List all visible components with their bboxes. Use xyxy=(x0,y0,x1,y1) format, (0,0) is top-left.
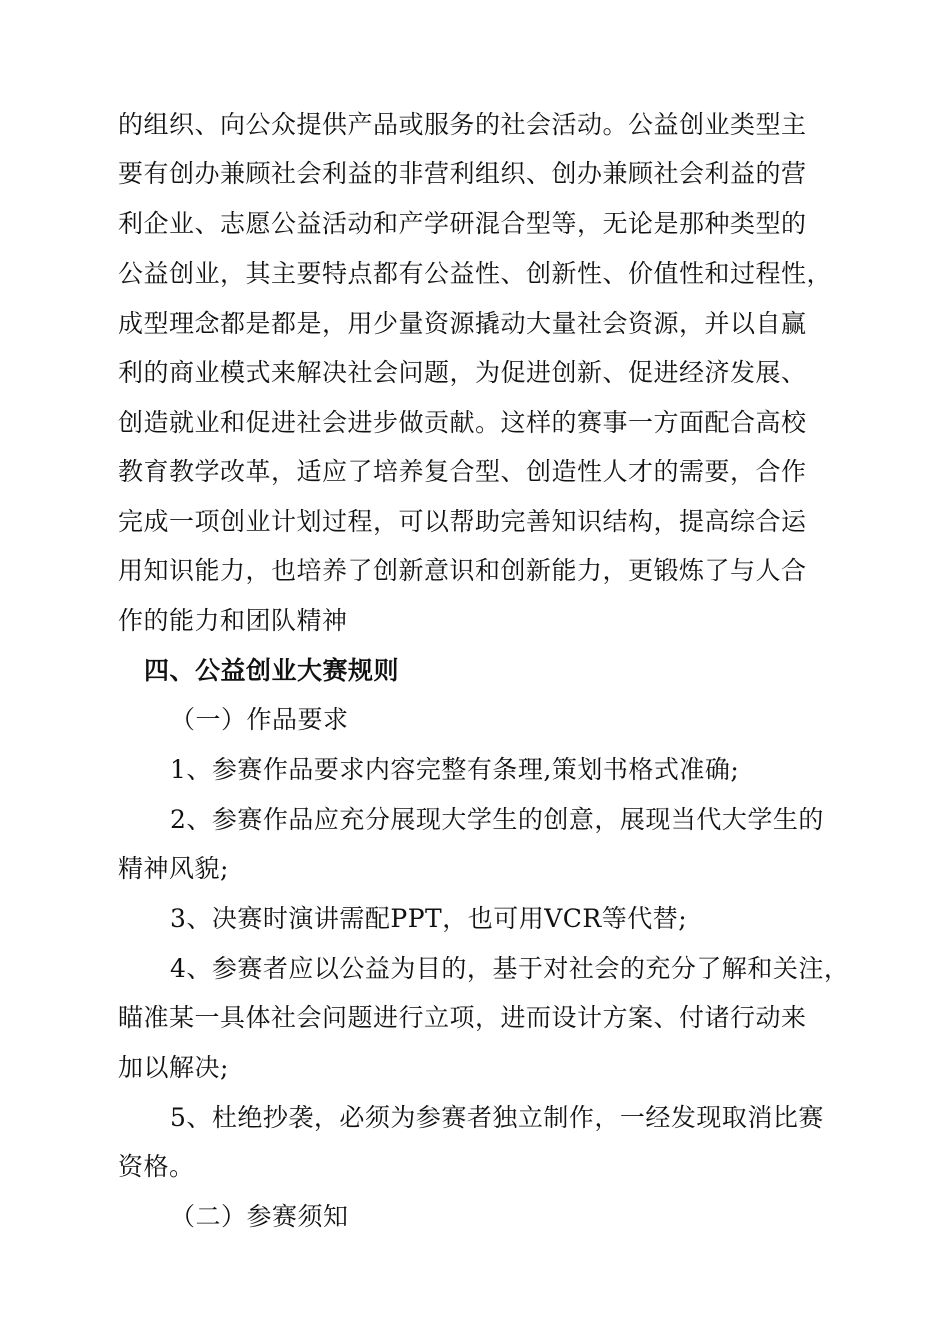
paragraph-line: 要有创办兼顾社会利益的非营利组织、创办兼顾社会利益的营 xyxy=(118,159,807,188)
paragraph-line: 教育教学改革，适应了培养复合型、创造性人才的需要，合作 xyxy=(118,457,807,486)
rule-item: 5、杜绝抄袭，必须为参赛者独立制作，一经发现取消比赛 xyxy=(170,1103,824,1132)
rule-item-continuation: 加以解决; xyxy=(118,1053,229,1082)
paragraph-line: 利企业、志愿公益活动和产学研混合型等，无论是那种类型的 xyxy=(118,209,807,238)
paragraph-line: 创造就业和促进社会进步做贡献。这样的赛事一方面配合高校 xyxy=(118,408,807,437)
subsection-heading: （二）参赛须知 xyxy=(170,1202,349,1231)
subsection-heading: （一）作品要求 xyxy=(170,705,349,734)
rule-item-continuation: 瞄准某一具体社会问题进行立项，进而设计方案、付诸行动来 xyxy=(118,1003,807,1032)
paragraph-line: 公益创业，其主要特点都有公益性、创新性、价值性和过程性， xyxy=(118,259,833,288)
paragraph-line: 完成一项创业计划过程，可以帮助完善知识结构，提高综合运 xyxy=(118,507,807,536)
rule-item: 1、参赛作品要求内容完整有条理,策划书格式准确; xyxy=(170,755,740,784)
paragraph-line: 的组织、向公众提供产品或服务的社会活动。公益创业类型主 xyxy=(118,110,807,139)
rule-item-continuation: 精神风貌; xyxy=(118,854,229,883)
section-heading: 四、公益创业大赛规则 xyxy=(144,656,400,685)
paragraph-line: 用知识能力，也培养了创新意识和创新能力，更锻炼了与人合 xyxy=(118,556,807,585)
paragraph-line: 作的能力和团队精神 xyxy=(118,606,348,635)
paragraph-line: 利的商业模式来解决社会问题，为促进创新、促进经济发展、 xyxy=(118,358,807,387)
rule-item: 2、参赛作品应充分展现大学生的创意，展现当代大学生的 xyxy=(170,805,824,834)
rule-item: 4、参赛者应以公益为目的，基于对社会的充分了解和关注， xyxy=(170,954,850,983)
paragraph-line: 成型理念都是都是，用少量资源撬动大量社会资源，并以自赢 xyxy=(118,309,807,338)
rule-item: 3、决赛时演讲需配PPT，也可用VCR等代替; xyxy=(170,904,688,933)
rule-item-continuation: 资格。 xyxy=(118,1152,195,1181)
